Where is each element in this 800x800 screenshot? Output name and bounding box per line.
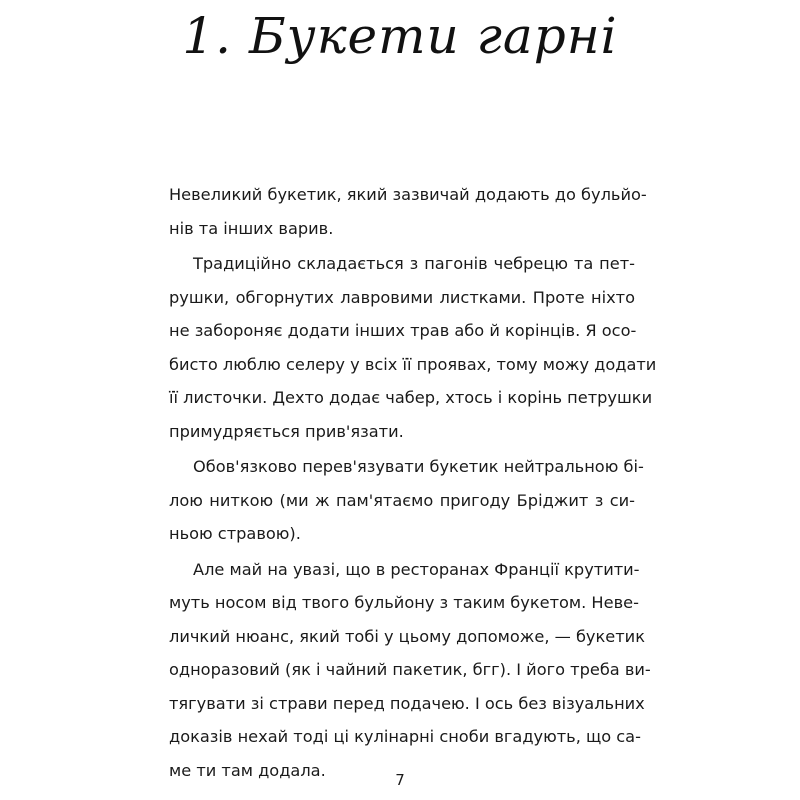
text-line: муть носом від твого бульйону з таким букетом. Неве- xyxy=(169,593,639,612)
text-line: одноразовий (як і чайний пакетик, бгг). І його треба ви- xyxy=(169,660,651,679)
paragraph-1 xyxy=(169,178,647,245)
paragraph-3 xyxy=(169,450,644,551)
text-line: тягувати зі страви перед подачею. І ось без візуальних xyxy=(169,693,645,713)
body-text xyxy=(169,178,657,789)
text-line: доказів нехай тоді ці кулінарні сноби вгадують, що са- xyxy=(169,727,641,746)
text-line: бисто люблю селеру у всіх її проявах, тому можу додати xyxy=(169,354,657,374)
text-line: рушки, обгорнутих лавровими листками. Проте ніхто xyxy=(169,287,635,307)
text-line: її листочки. Дехто додає чабер, хтось і корінь петрушки xyxy=(169,388,653,407)
chapter-title: 1. Букети гарні xyxy=(182,7,618,65)
text-line: лою ниткою (ми ж пам'ятаємо пригоду Бріджит з си- xyxy=(169,490,635,510)
text-line: нів та інших варив. xyxy=(169,218,334,238)
text-line: не забороняє додати інших трав або й корінців. Я осо- xyxy=(169,321,637,340)
text-line: Невеликий букетик, який зазвичай додають до бульйо- xyxy=(169,185,647,204)
text-line: примудряється прив'язати. xyxy=(169,421,404,441)
paragraph-2 xyxy=(169,247,657,448)
text-line: Традиційно складається з пагонів чебрецю та пет- xyxy=(193,254,635,273)
paragraph-4 xyxy=(169,553,651,788)
text-line: Але май на увазі, що в ресторанах Франції крутити- xyxy=(193,559,640,579)
page-number: 7 xyxy=(395,771,405,789)
text-line: ньою стравою). xyxy=(169,524,301,543)
text-line: личкий нюанс, який тобі у цьому допоможе, — букетик xyxy=(169,626,645,646)
text-line: ме ти там додала. xyxy=(169,760,326,780)
text-line: Обов'язково перев'язувати букетик нейтральною бі- xyxy=(193,457,644,476)
